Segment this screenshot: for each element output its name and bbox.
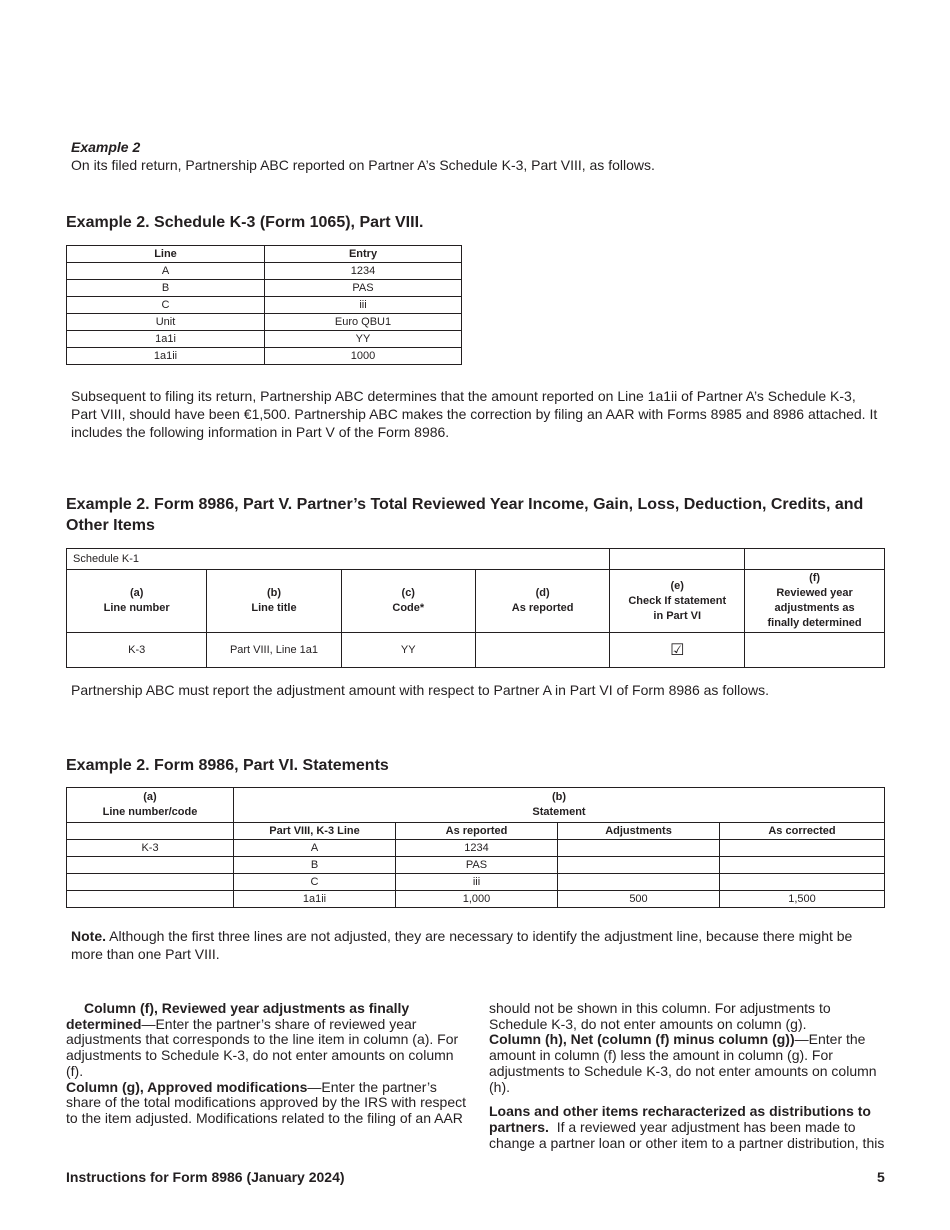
table-row xyxy=(67,891,885,908)
table-row xyxy=(67,857,885,874)
table-cell: B xyxy=(67,280,265,297)
table-row xyxy=(67,633,885,668)
table-cell: iii xyxy=(396,874,558,891)
table-cell: PAS xyxy=(265,280,462,297)
table-row xyxy=(67,297,462,314)
col-header-b: (b) Statement xyxy=(234,788,885,823)
table-row xyxy=(67,280,462,297)
line-number-cell: K-3 xyxy=(67,633,207,668)
table-row xyxy=(67,331,462,348)
col-header-a: (a) Line number xyxy=(67,570,207,633)
checkbox-checked-icon[interactable]: ☑ xyxy=(670,642,685,659)
table-row xyxy=(67,348,462,365)
table-cell xyxy=(558,857,720,874)
table-cell xyxy=(67,857,234,874)
table-cell: iii xyxy=(265,297,462,314)
column-g-paragraph: Column (g), Approved modifications—Enter the partner’s share of the total modifications approved by the IRS with respect to the item adjusted. Modifications related to the filing of an AAR xyxy=(66,1078,466,1126)
column-g-continued: should not be shown in this column. For adjustments to Schedule K-3, do not enter amounts on column (g). xyxy=(489,1000,831,1032)
table-cell: Euro QBU1 xyxy=(265,314,462,331)
table-cell: 500 xyxy=(558,891,720,908)
note-paragraph xyxy=(71,927,886,963)
line-title-cell: Part VIII, Line 1a1 xyxy=(207,633,341,668)
col-header-entry: Entry xyxy=(265,246,462,263)
table-cell xyxy=(720,874,885,891)
table-row xyxy=(67,840,885,857)
table-cell: 1a1ii xyxy=(234,891,396,908)
table-cell xyxy=(558,874,720,891)
col-header-c: (c) Code* xyxy=(341,570,475,633)
left-text-column xyxy=(66,1001,466,1127)
col-header-f: (f) Reviewed year adjustments as finally determined xyxy=(745,570,885,633)
statement-check-cell xyxy=(610,633,745,668)
form-8986-part-v-table xyxy=(66,548,885,668)
note-text: Although the first three lines are not adjusted, they are necessary to identify the adjustment line, because there might be more than one Part VIII. xyxy=(71,928,853,962)
table-row xyxy=(67,874,885,891)
form-8986-part-vi-table xyxy=(66,787,885,908)
subheader-adjustments: Adjustments xyxy=(558,823,720,840)
column-h-paragraph: Column (h), Net (column (f) minus column (g))—Enter the amount in column (f) less the amount in column (g). For adjustments to Schedule K-3, do not enter amounts on column (h). xyxy=(489,1031,877,1095)
table-cell: 1234 xyxy=(396,840,558,857)
table-cell: A xyxy=(234,840,396,857)
table2-heading: Example 2. Form 8986, Part V. Partner’s Total Reviewed Year Income, Gain, Loss, Deduction, Credits, and Other Items xyxy=(66,496,864,534)
schedule-k1-label: Schedule K-1 xyxy=(67,549,610,570)
table3-heading: Example 2. Form 8986, Part VI. Statements xyxy=(66,757,389,774)
table-cell xyxy=(67,874,234,891)
table-cell: K-3 xyxy=(67,840,234,857)
subheader-as-corrected: As corrected xyxy=(720,823,885,840)
column-f-paragraph: Column (f), Reviewed year adjustments as finally determined—Enter the partner’s share of reviewed year adjustments that corresponds to the line item in column (a). For adjustments to Schedule K-3, do not enter amounts on column (f). xyxy=(66,1000,459,1079)
col-header-line: Line xyxy=(67,246,265,263)
table-cell: 1,000 xyxy=(396,891,558,908)
table-cell: Unit xyxy=(67,314,265,331)
page-number: 5 xyxy=(877,1169,885,1185)
table-cell: 1000 xyxy=(265,348,462,365)
table-cell: 1a1ii xyxy=(67,348,265,365)
note-label: Note. xyxy=(71,928,106,944)
subheader-as-reported: As reported xyxy=(396,823,558,840)
subsequent-paragraph: Subsequent to filing its return, Partnership ABC determines that the amount reported on Line 1a1ii of Partner A’s Schedule K-3, Part VIII, should have been €1,500. Partnership ABC makes the correction by filing an AAR with Forms 8985 and 8986 attached. It includes the following information in Part V of the Form 8986. xyxy=(71,388,878,440)
table-cell: A xyxy=(67,263,265,280)
table-cell xyxy=(558,840,720,857)
schedule-k3-table xyxy=(66,245,462,365)
table1-heading: Example 2. Schedule K-3 (Form 1065), Part VIII. xyxy=(66,214,424,231)
code-cell: YY xyxy=(341,633,475,668)
table-cell: YY xyxy=(265,331,462,348)
table-cell: 1a1i xyxy=(67,331,265,348)
adjustments-cell xyxy=(745,633,885,668)
table-cell: 1234 xyxy=(265,263,462,280)
table-cell: C xyxy=(234,874,396,891)
table-cell xyxy=(720,857,885,874)
col-header-a: (a) Line number/code xyxy=(67,788,234,823)
table-cell xyxy=(720,840,885,857)
table-cell xyxy=(67,891,234,908)
footer-title: Instructions for Form 8986 (January 2024) xyxy=(66,1169,345,1185)
as-reported-cell xyxy=(475,633,609,668)
col-header-e: (e) Check If statement in Part VI xyxy=(610,570,745,633)
col-header-d: (d) As reported xyxy=(475,570,609,633)
col-header-b: (b) Line title xyxy=(207,570,341,633)
table-cell: 1,500 xyxy=(720,891,885,908)
intro-text: On its filed return, Partnership ABC reported on Partner A’s Schedule K-3, Part VIII, as follows. xyxy=(71,157,655,173)
table-cell: C xyxy=(67,297,265,314)
loans-paragraph: Loans and other items recharacterized as distributions to partners. If a reviewed year adjustment has been made to change a partner loan or other item to a partner distribution, this xyxy=(489,1103,885,1151)
partv-paragraph: Partnership ABC must report the adjustment amount with respect to Partner A in Part VI of Form 8986 as follows. xyxy=(71,682,769,698)
table-row xyxy=(67,263,462,280)
table-cell: B xyxy=(234,857,396,874)
table-row xyxy=(67,314,462,331)
right-text-column xyxy=(489,1001,885,1151)
subheader-k3-line: Part VIII, K-3 Line xyxy=(234,823,396,840)
example-label: Example 2 xyxy=(71,139,141,155)
table-cell: PAS xyxy=(396,857,558,874)
